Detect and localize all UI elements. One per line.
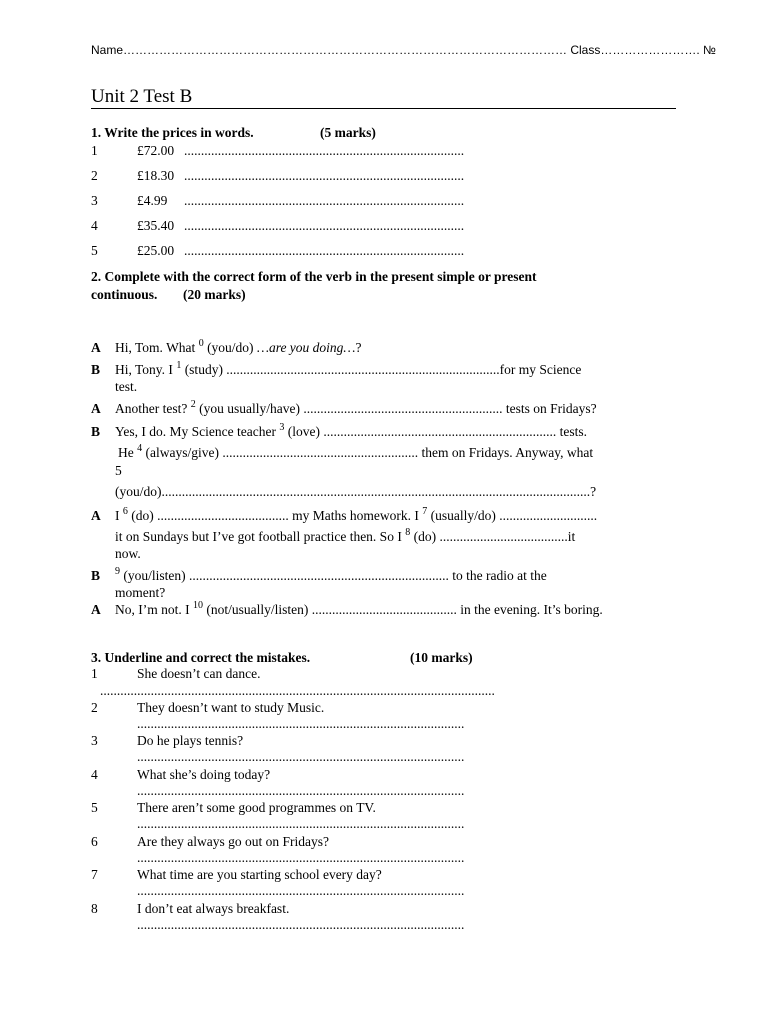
list-item-number: 2 (91, 168, 98, 183)
answer-dots: ................................................................................................. (137, 883, 465, 898)
gap-number: 10 (193, 600, 203, 611)
answer-dots: ................................................................................................. (137, 850, 465, 865)
dialogue-text: Yes, I do. My Science teacher (115, 424, 280, 439)
dialogue-text: (usually/do) ............................. (427, 508, 598, 523)
answer-dots: ..................................................................................................................... (100, 683, 495, 698)
dialogue-text: Hi, Tom. What (115, 340, 199, 355)
section2-heading-cont: continuous. (91, 287, 158, 302)
dialogue-line-cont: moment? (115, 585, 166, 600)
answer-dots: ................................................................................... (184, 168, 465, 183)
example-answer: …are you doing… (256, 340, 356, 355)
sentence-text: She doesn’t can dance. (137, 666, 261, 681)
gap-number: 5 (115, 463, 122, 478)
list-item-number: 7 (91, 867, 98, 882)
speaker-label: B (91, 362, 101, 377)
dialogue-text: Another test? (115, 401, 191, 416)
list-item-number: 6 (91, 834, 98, 849)
gap-number: 1 (176, 360, 182, 371)
answer-dots: ................................................................................................. (137, 917, 465, 932)
answer-dots: ................................................................................................. (137, 816, 465, 831)
answer-dots: ................................................................................... (184, 143, 465, 158)
dialogue-text: (love) ..................................................................... tests. (284, 424, 587, 439)
gap-number: 2 (190, 399, 196, 410)
speaker-label: B (91, 568, 101, 583)
section2-marks: (20 marks) (183, 287, 246, 302)
gap-number: 9 (115, 566, 120, 577)
dialogue-text: No, I’m not. I (115, 602, 193, 617)
dialogue-text: (not/usually/listen) ........................................... in the evening. It’s boring. (203, 602, 603, 617)
section1-heading: 1. Write the prices in words. (91, 125, 254, 140)
speaker-label: B (91, 424, 101, 439)
dialogue-text: ? (355, 340, 362, 355)
dialogue-line (115, 340, 361, 356)
gap-number: 8 (405, 527, 411, 538)
dialogue-text: (you usually/have) ........................................................... tests on Fridays? (195, 401, 597, 416)
price-value: £18.30 (137, 168, 175, 183)
list-item-number: 3 (91, 733, 98, 748)
sentence-text: What time are you starting school every day? (137, 867, 382, 882)
dialogue-text: (you/do) (203, 340, 257, 355)
section1-marks: (5 marks) (320, 125, 376, 140)
sentence-text: Are they always go out on Fridays? (137, 834, 329, 849)
gap-number: 7 (422, 506, 428, 517)
speaker-label: A (91, 508, 101, 523)
dialogue-line-cont: test. (115, 379, 138, 394)
sentence-text: Do he plays tennis? (137, 733, 244, 748)
section2-heading: 2. Complete with the correct form of the verb in the present simple or present (91, 269, 537, 284)
price-value: £35.40 (137, 218, 175, 233)
dialogue-text: (do) ....................................... my Maths homework. I (127, 508, 423, 523)
answer-dots: ................................................................................................. (137, 749, 465, 764)
price-value: £72.00 (137, 143, 175, 158)
dialogue-line (118, 445, 593, 461)
gap-number: 4 (137, 443, 143, 454)
sentence-text: I don’t eat always breakfast. (137, 901, 290, 916)
answer-dots: ................................................................................... (184, 193, 465, 208)
list-item-number: 3 (91, 193, 98, 208)
list-item-number: 5 (91, 243, 98, 258)
dialogue-line (115, 362, 581, 378)
dialogue-line (115, 602, 603, 618)
title-underline (91, 108, 676, 109)
dialogue-text: (always/give) .......................................................... them on Fridays. Anyway, what (142, 445, 594, 460)
dialogue-text: it on Sundays but I’ve got football practice then. So I (115, 529, 406, 544)
answer-dots: ................................................................................... (184, 243, 465, 258)
list-item-number: 4 (91, 218, 98, 233)
gap-number: 3 (279, 422, 285, 433)
dialogue-text: He (118, 445, 138, 460)
dialogue-line (115, 568, 547, 584)
page-title: Unit 2 Test B (91, 86, 193, 107)
answer-dots: ................................................................................................. (137, 716, 465, 731)
name-class-line: Name………………………………………………………………………………………………… Class……………………. № (91, 43, 716, 57)
dialogue-text: I (115, 508, 123, 523)
dialogue-line (115, 401, 597, 417)
sentence-text: They doesn’t want to study Music. (137, 700, 325, 715)
list-item-number: 5 (91, 800, 98, 815)
dialogue-line: (you/do)...............................................................................................................................? (115, 484, 597, 499)
price-value: £4.99 (137, 193, 168, 208)
speaker-label: A (91, 602, 101, 617)
dialogue-line (115, 424, 587, 440)
dialogue-text: (you/listen) ............................................................................. to the radio at the (120, 568, 547, 583)
section3-heading: 3. Underline and correct the mistakes. (91, 650, 311, 665)
section3-marks: (10 marks) (410, 650, 473, 665)
dialogue-line (115, 529, 575, 545)
dialogue-text: (do) ......................................it (410, 529, 576, 544)
list-item-number: 1 (91, 143, 98, 158)
dialogue-text: Hi, Tony. I (115, 362, 177, 377)
answer-dots: ................................................................................... (184, 218, 465, 233)
sentence-text: There aren’t some good programmes on TV. (137, 800, 376, 815)
list-item-number: 8 (91, 901, 98, 916)
dialogue-line-cont: now. (115, 546, 141, 561)
list-item-number: 2 (91, 700, 98, 715)
gap-number: 0 (198, 338, 204, 349)
dialogue-text: (study) .................................................................................for my Science (181, 362, 582, 377)
gap-number: 6 (122, 506, 128, 517)
answer-dots: ................................................................................................. (137, 783, 465, 798)
list-item-number: 1 (91, 666, 98, 681)
sentence-text: What she’s doing today? (137, 767, 271, 782)
list-item-number: 4 (91, 767, 98, 782)
speaker-label: A (91, 340, 101, 355)
speaker-label: A (91, 401, 101, 416)
price-value: £25.00 (137, 243, 175, 258)
dialogue-line (115, 508, 597, 524)
